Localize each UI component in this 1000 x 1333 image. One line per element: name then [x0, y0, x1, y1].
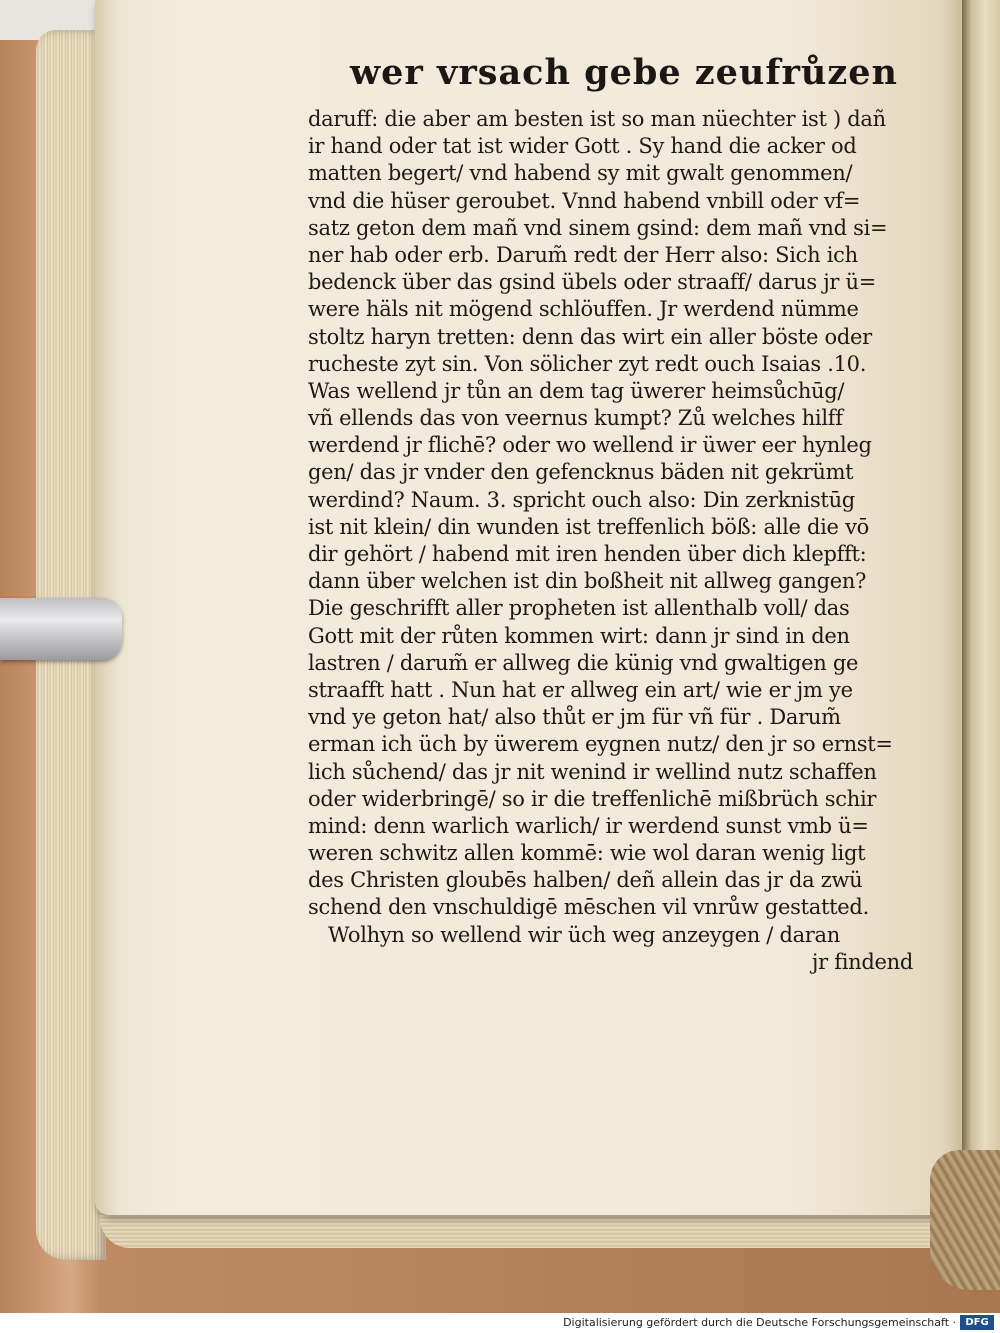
text-line: oder widerbringē/ so ir die treffenlichē mißbrüch schir — [308, 786, 877, 811]
text-line: werdind? Naum. 3. spricht ouch also: Din zerknistūg — [308, 487, 855, 512]
text-line: Wolhyn so wellend wir üch weg anzeygen / daran — [328, 922, 840, 947]
text-line: ist nit klein/ din wunden ist treffenlich böß: alle die vō — [308, 514, 869, 539]
text-line: ir hand oder tat ist wider Gott . Sy hand die acker od — [308, 134, 857, 159]
text-line: vnd die hüser geroubet. Vnnd habend vnbill oder vf= — [308, 188, 861, 213]
text-line: erman ich üch by üwerem eygnen nutz/ den jr so ernst= — [308, 732, 893, 757]
text-line: vnd ye geton hat/ also thůt er jm für vñ für . Darum̃ — [308, 705, 841, 730]
text-line: rucheste zyt sin. Von sölicher zyt redt ouch Isaias .10. — [308, 351, 867, 376]
footer-credit: Digitalisierung gefördert durch die Deutsche Forschungsgemeinschaft · — [563, 1316, 956, 1329]
text-line: were häls nit mögend schlöuffen. Jr werdend nümme — [308, 297, 859, 322]
book-binding — [930, 1150, 1000, 1290]
footer-bar — [0, 1313, 1000, 1333]
text-line: Die geschrifft aller propheten ist allenthalb voll/ das — [308, 596, 850, 621]
text-line: vñ ellends das von veernus kumpt? Zů welches hilff — [308, 406, 843, 431]
text-line: straafft hatt . Nun hat er allweg ein art/ wie er jm ye — [308, 677, 853, 702]
text-block — [308, 106, 923, 976]
catchword: jr findend — [811, 949, 913, 974]
dfg-logo: DFG — [960, 1315, 994, 1330]
text-line: daruff: die aber am besten ist so man nüechter ist ) dañ — [308, 107, 886, 131]
text-line: mind: denn warlich warlich/ ir werdend sunst vmb ü= — [308, 813, 869, 838]
text-line: Was wellend jr tůn an dem tag üwerer heimsůchūg/ — [308, 378, 845, 403]
text-line: werdend jr flichē? oder wo wellend ir üwer eer hynleg — [308, 433, 872, 458]
facing-page-edge — [962, 0, 1000, 1200]
text-line: satz geton dem mañ vnd sinem gsind: dem mañ vnd si= — [308, 215, 888, 240]
text-line: schend den vnschuldigē mēschen vil vnrůw gestatted. — [308, 895, 869, 920]
running-head: wer vrsach gebe zeufrůzen — [350, 52, 898, 93]
text-line: stoltz haryn tretten: denn das wirt ein aller böste oder — [308, 324, 872, 349]
text-line: lich sůchend/ das jr nit wenind ir wellind nutz schaffen — [308, 759, 877, 784]
page-clamp — [0, 598, 122, 660]
text-line: des Christen gloubēs halben/ deñ allein das jr da zwü — [308, 868, 863, 893]
text-line: lastren / darum̃ er allweg die künig vnd gwaltigen ge — [308, 650, 859, 675]
text-line: Gott mit der růten kommen wirt: dann jr sind in den — [308, 623, 850, 648]
text-line: ner hab oder erb. Darum̃ redt der Herr also: Sich ich — [308, 242, 858, 267]
text-line: weren schwitz allen kommē: wie wol daran wenig ligt — [308, 841, 866, 866]
text-line: bedenck über das gsind übels oder straaff/ darus jr ü= — [308, 270, 877, 295]
text-line: matten begert/ vnd habend sy mit gwalt genommen/ — [308, 161, 853, 186]
text-line: dann über welchen ist din boßheit nit allweg gangen? — [308, 569, 867, 594]
text-line: gen/ das jr vnder den gefencknus bäden nit gekrümt — [308, 460, 854, 485]
text-line: dir gehört / habend mit iren henden über dich klepfft: — [308, 542, 867, 566]
